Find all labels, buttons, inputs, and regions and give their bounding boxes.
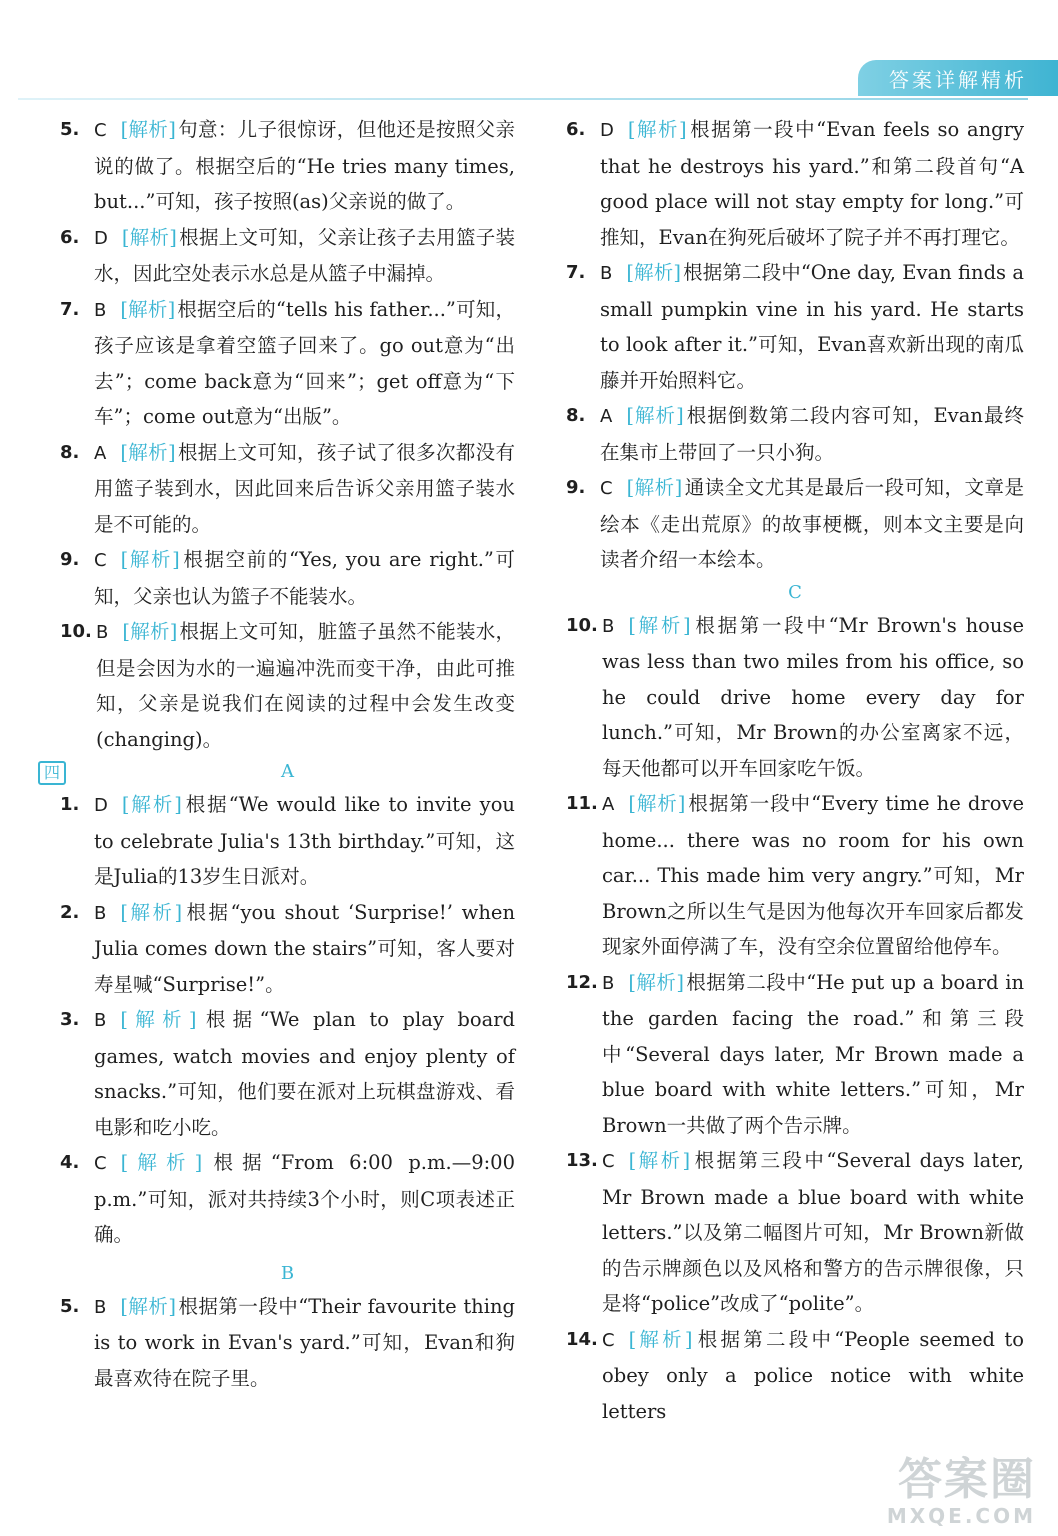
answer-letter: C xyxy=(600,478,613,499)
analysis-tag: [解析] xyxy=(122,620,178,643)
analysis-tag: [解析] xyxy=(120,548,180,571)
question-number: 6. xyxy=(566,119,586,140)
answer-letter: C xyxy=(94,550,107,571)
analysis-text: 根据“From 6:00 p.m.—9:00 p.m.”可知，派对共持续3个小时，则C项表述正确。 xyxy=(94,1151,515,1246)
answer-letter: B xyxy=(602,972,615,994)
question-number: 10. xyxy=(566,614,598,636)
watermark-text: 答案圈 xyxy=(898,1454,1036,1505)
analysis-tag: [解析] xyxy=(120,297,176,321)
question-number: 4. xyxy=(60,1152,80,1173)
question-number: 13. xyxy=(566,1150,598,1171)
analysis-tag: [解析] xyxy=(120,1151,203,1174)
answer-letter: D xyxy=(600,120,614,141)
answer-item xyxy=(566,255,1024,398)
question-number: 3. xyxy=(60,1009,80,1030)
answer-item xyxy=(60,895,515,1003)
answer-item xyxy=(566,470,1024,578)
answer-item xyxy=(60,1002,515,1145)
analysis-text: 根据第三段中“Several days later, Mr Brown made a blue board with white letters.”以及第二幅图片可知，Mr Brown新做的告示牌颜色以及风格和警方的告示牌很像，只是将“police”改成了“polite”。 xyxy=(602,1149,1024,1315)
answer-item xyxy=(60,112,515,220)
analysis-tag: [解析] xyxy=(628,1149,691,1172)
analysis-text: 根据第二段中“One day, Evan finds a small pumpkin vine in his yard. He starts to look after it.”可知，Evan喜欢新出现的南瓜藤并开始照料它。 xyxy=(600,261,1025,392)
answer-letter: D xyxy=(94,795,108,816)
analysis-tag: [解析] xyxy=(121,225,177,249)
analysis-text: 根据第一段中“Mr Brown's house was less than two miles from his office, so he could drive home every day for lunch.”可知，Mr Brown的办公室离家不远，每天他都可以开车回家吃午饭。 xyxy=(602,613,1024,780)
analysis-tag: [解析] xyxy=(628,1327,693,1351)
answer-item xyxy=(60,542,515,614)
part-badge: 四 xyxy=(38,761,66,785)
right-column xyxy=(566,112,1024,1429)
answer-item xyxy=(60,1145,515,1253)
question-number: 7. xyxy=(566,262,586,283)
question-number: 7. xyxy=(60,298,80,320)
answer-letter: B xyxy=(94,299,107,321)
section-a-heading: A xyxy=(281,761,294,782)
answer-item xyxy=(60,614,515,757)
header-tab-label: 答案详解精析 xyxy=(889,67,1027,92)
answer-letter: C xyxy=(602,1329,615,1351)
section-b-items xyxy=(60,1289,515,1397)
analysis-text: 通读全文尤其是最后一段可知，文章是绘本《走出荒原》的故事梗概，则本文主要是向读者介绍一本绘本。 xyxy=(600,476,1024,571)
question-number: 8. xyxy=(60,441,80,463)
analysis-tag: [解析] xyxy=(626,476,683,499)
watermark-url: MXQE.COM xyxy=(886,1504,1036,1528)
question-number: 5. xyxy=(60,1295,80,1317)
question-number: 11. xyxy=(566,793,598,814)
analysis-tag: [解析] xyxy=(121,793,182,816)
analysis-text: 根据“We would like to invite you to celebrate Julia's 13th birthday.”可知，这是Julia的13岁生日派对。 xyxy=(94,793,515,888)
answer-item xyxy=(566,1322,1024,1430)
answer-letter: B xyxy=(94,902,107,924)
answer-item xyxy=(60,292,515,435)
left-column xyxy=(43,112,516,1396)
section-a-items xyxy=(60,787,515,1253)
answer-item xyxy=(60,1289,515,1397)
answer-item xyxy=(566,1143,1024,1322)
answer-item xyxy=(60,787,515,895)
analysis-tag: [解析] xyxy=(120,118,176,141)
analysis-text: 根据上文可知，脏篮子虽然不能装水，但是会因为水的一遍遍冲洗而变干净，由此可推知，父亲是说我们在阅读的过程中会发生改变(changing)。 xyxy=(96,620,515,751)
answer-item xyxy=(566,608,1024,787)
answer-letter: B xyxy=(602,615,615,637)
analysis-tag: [解析] xyxy=(120,1008,197,1031)
answer-letter: B xyxy=(96,622,109,643)
answer-item xyxy=(60,220,515,292)
watermark-logo xyxy=(887,1456,1036,1528)
answer-item xyxy=(566,112,1024,255)
answer-item xyxy=(566,398,1024,470)
analysis-text: 根据第一段中“Evan feels so angry that he destroys his yard.”和第二段首句“A good place will not stay empty for long.”可推知，Evan在狗死后破坏了院子并不再打理它。 xyxy=(600,118,1025,249)
analysis-text: 根据第一段中“Their favourite thing is to work in Evan's yard.”可知，Evan和狗最喜欢待在院子里。 xyxy=(94,1294,515,1390)
answer-item xyxy=(566,965,1024,1144)
answer-letter: B xyxy=(94,1296,107,1318)
analysis-text: 根据“you shout ‘Surprise!’ when Julia comes down the stairs”可知，客人要对寿星喊“Surprise!”。 xyxy=(94,900,515,996)
question-number: 8. xyxy=(566,405,586,426)
section-b-heading: B xyxy=(280,1262,295,1284)
question-number: 2. xyxy=(60,901,80,923)
question-number: 1. xyxy=(60,794,80,815)
analysis-tag: [解析] xyxy=(628,792,686,815)
question-number: 14. xyxy=(566,1328,598,1350)
answer-letter: B xyxy=(94,1010,107,1031)
analysis-text: 句意：儿子很惊讶，但他还是按照父亲说的做了。根据空后的“He tries many times, but...”可知，孩子按照(as)父亲说的做了。 xyxy=(94,118,515,213)
header-tab xyxy=(858,60,1058,96)
analysis-text: 根据空后的“tells his father...”可知，孩子应该是拿着空篮子回来了。go out意为“出去”；come back意为“回来”；get off意为“下车”；come out意为“出版”。 xyxy=(94,297,516,428)
answer-item xyxy=(566,786,1024,965)
question-number: 6. xyxy=(60,226,80,248)
analysis-text: 根据第一段中“Every time he drove home... there was no room for his own car... This made him very angry.”可知，Mr Brown之所以生气是因为他每次开车回家后都发现家外面停满了车，没有空余位置留给他停车。 xyxy=(602,792,1024,958)
analysis-text: 根据倒数第二段内容可知，Evan最终在集市上带回了一只小狗。 xyxy=(600,404,1025,464)
analysis-tag: [解析] xyxy=(120,900,183,924)
question-number: 9. xyxy=(60,549,80,570)
answer-letter: C xyxy=(94,120,107,141)
analysis-text: 根据空前的“Yes, you are right.”可知，父亲也认为篮子不能装水。 xyxy=(94,548,515,608)
answer-letter: A xyxy=(602,794,615,815)
answer-letter: A xyxy=(600,406,613,427)
analysis-text: 根据上文可知，父亲让孩子去用篮子装水，因此空处表示水总是从篮子中漏掉。 xyxy=(94,225,515,285)
section-a-row xyxy=(43,757,515,787)
section-c-heading: C xyxy=(788,581,802,603)
analysis-tag: [解析] xyxy=(627,118,687,141)
analysis-text: 根据第二段中“He put up a board in the garden facing the road.”和第三段中“Several days later, Mr Brown made a blue board with white letters.”可知，Mr Brown一共做了两个告示牌。 xyxy=(602,970,1025,1137)
analysis-tag: [解析] xyxy=(628,613,691,637)
analysis-text: 根据第二段中“People seemed to obey only a police notice with white letters xyxy=(602,1327,1024,1423)
answer-letter: C xyxy=(94,1153,107,1174)
analysis-tag: [解析] xyxy=(120,440,176,464)
analysis-tag: [解析] xyxy=(628,970,684,994)
question-number: 5. xyxy=(60,119,80,140)
answer-letter: C xyxy=(602,1151,615,1172)
analysis-text: 根据上文可知，孩子试了很多次都没有用篮子装到水，因此回来后告诉父亲用篮子装水是不可能的。 xyxy=(94,440,515,536)
question-number: 9. xyxy=(566,477,586,498)
answer-item xyxy=(60,435,515,543)
analysis-tag: [解析] xyxy=(120,1294,176,1318)
left-top-items xyxy=(60,112,515,757)
analysis-text: 根据“We plan to play board games, watch movies and enjoy plenty of snacks.”可知，他们要在派对上玩棋盘游戏、看电影和吃小吃。 xyxy=(94,1008,516,1139)
analysis-tag: [解析] xyxy=(626,261,681,284)
answer-letter: A xyxy=(94,442,107,464)
question-number: 12. xyxy=(566,971,598,993)
right-top-items xyxy=(566,112,1024,578)
answer-letter: B xyxy=(600,263,613,284)
header-divider xyxy=(18,98,1028,100)
analysis-tag: [解析] xyxy=(626,404,684,427)
answer-letter: D xyxy=(94,227,108,249)
section-c-items xyxy=(566,608,1024,1430)
question-number: 10. xyxy=(60,621,92,642)
